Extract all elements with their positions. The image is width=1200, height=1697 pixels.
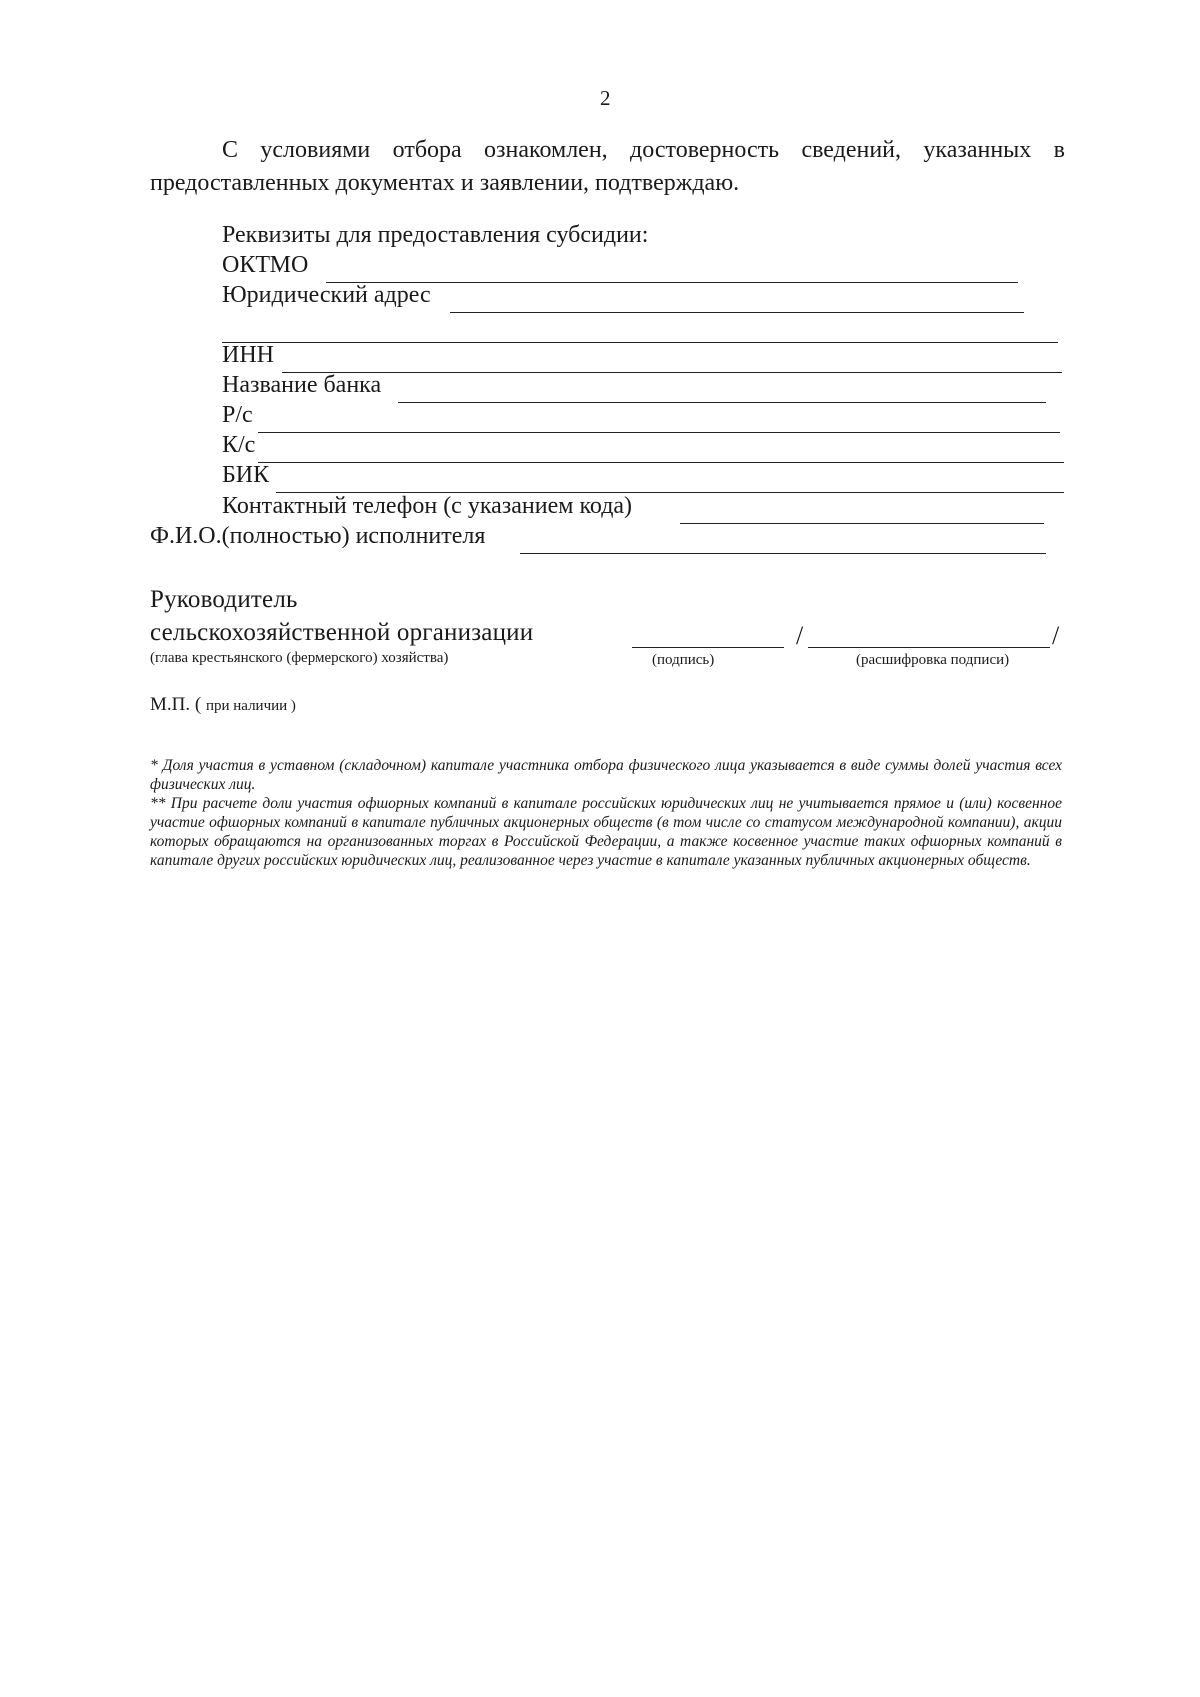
legal-address-label: Юридический адрес bbox=[222, 282, 431, 308]
phone-field[interactable] bbox=[680, 523, 1044, 524]
inn-label: ИНН bbox=[222, 342, 274, 368]
page-number: 2 bbox=[600, 86, 611, 110]
legal-address-field[interactable] bbox=[450, 312, 1024, 313]
executor-field[interactable] bbox=[520, 553, 1046, 554]
ks-field[interactable] bbox=[258, 462, 1064, 463]
head-note: (глава крестьянского (фермерского) хозяйства) bbox=[150, 650, 449, 666]
signature-transcript-field[interactable] bbox=[808, 647, 1050, 648]
signature-caption: (подпись) bbox=[652, 652, 715, 668]
phone-label: Контактный телефон (с указанием кода) bbox=[222, 493, 633, 519]
head-title-line2: сельскохозяйственной организации bbox=[150, 619, 534, 646]
stamp-place bbox=[150, 694, 296, 716]
bank-name-label: Название банка bbox=[222, 372, 382, 398]
rs-label: Р/с bbox=[222, 402, 253, 428]
head-title-line1: Руководитель bbox=[150, 586, 298, 613]
inn-field[interactable] bbox=[282, 372, 1062, 373]
stamp-label: М.П. ( bbox=[150, 694, 202, 715]
footnote-1: * Доля участия в уставном (складочном) капитале участника отбора физического лица указывается в виде суммы долей участия всех физических лиц. bbox=[150, 757, 1062, 793]
executor-label: Ф.И.О.(полностью) исполнителя bbox=[150, 523, 486, 549]
signature-slash-right: / bbox=[1052, 621, 1060, 650]
ks-label: К/с bbox=[222, 432, 256, 458]
stamp-note: при наличии ) bbox=[205, 698, 296, 714]
oktmo-label: ОКТМО bbox=[222, 252, 309, 278]
legal-address-field-line2[interactable] bbox=[222, 342, 1058, 343]
rs-field[interactable] bbox=[258, 432, 1060, 433]
signature-slash-left: / bbox=[796, 621, 804, 650]
transcript-caption: (расшифровка подписи) bbox=[856, 652, 1010, 668]
signature-field[interactable] bbox=[632, 647, 784, 648]
confirmation-paragraph: С условиями отбора ознакомлен, достоверность сведений, указанных в предоставленных документах и заявлении, подтверждаю. bbox=[150, 137, 1065, 196]
bik-label: БИК bbox=[222, 462, 270, 488]
footnote-2: ** При расчете доли участия офшорных компаний в капитале российских юридических лиц не учитывается прямое и (или) косвенное участие офшорных компаний в капитале публичных акционерных обществ (в том числе со статусом международной компании), акции которых обращаются на организованных торгах в Российской Федерации, а также косвенное участие таких офшорных компаний в капитале других российских юридических лиц, реализованное через участие в капитале указанных публичных акционерных обществ. bbox=[150, 795, 1062, 869]
bank-name-field[interactable] bbox=[398, 402, 1046, 403]
requisites-title: Реквизиты для предоставления субсидии: bbox=[222, 222, 649, 248]
footnotes bbox=[150, 756, 1062, 870]
